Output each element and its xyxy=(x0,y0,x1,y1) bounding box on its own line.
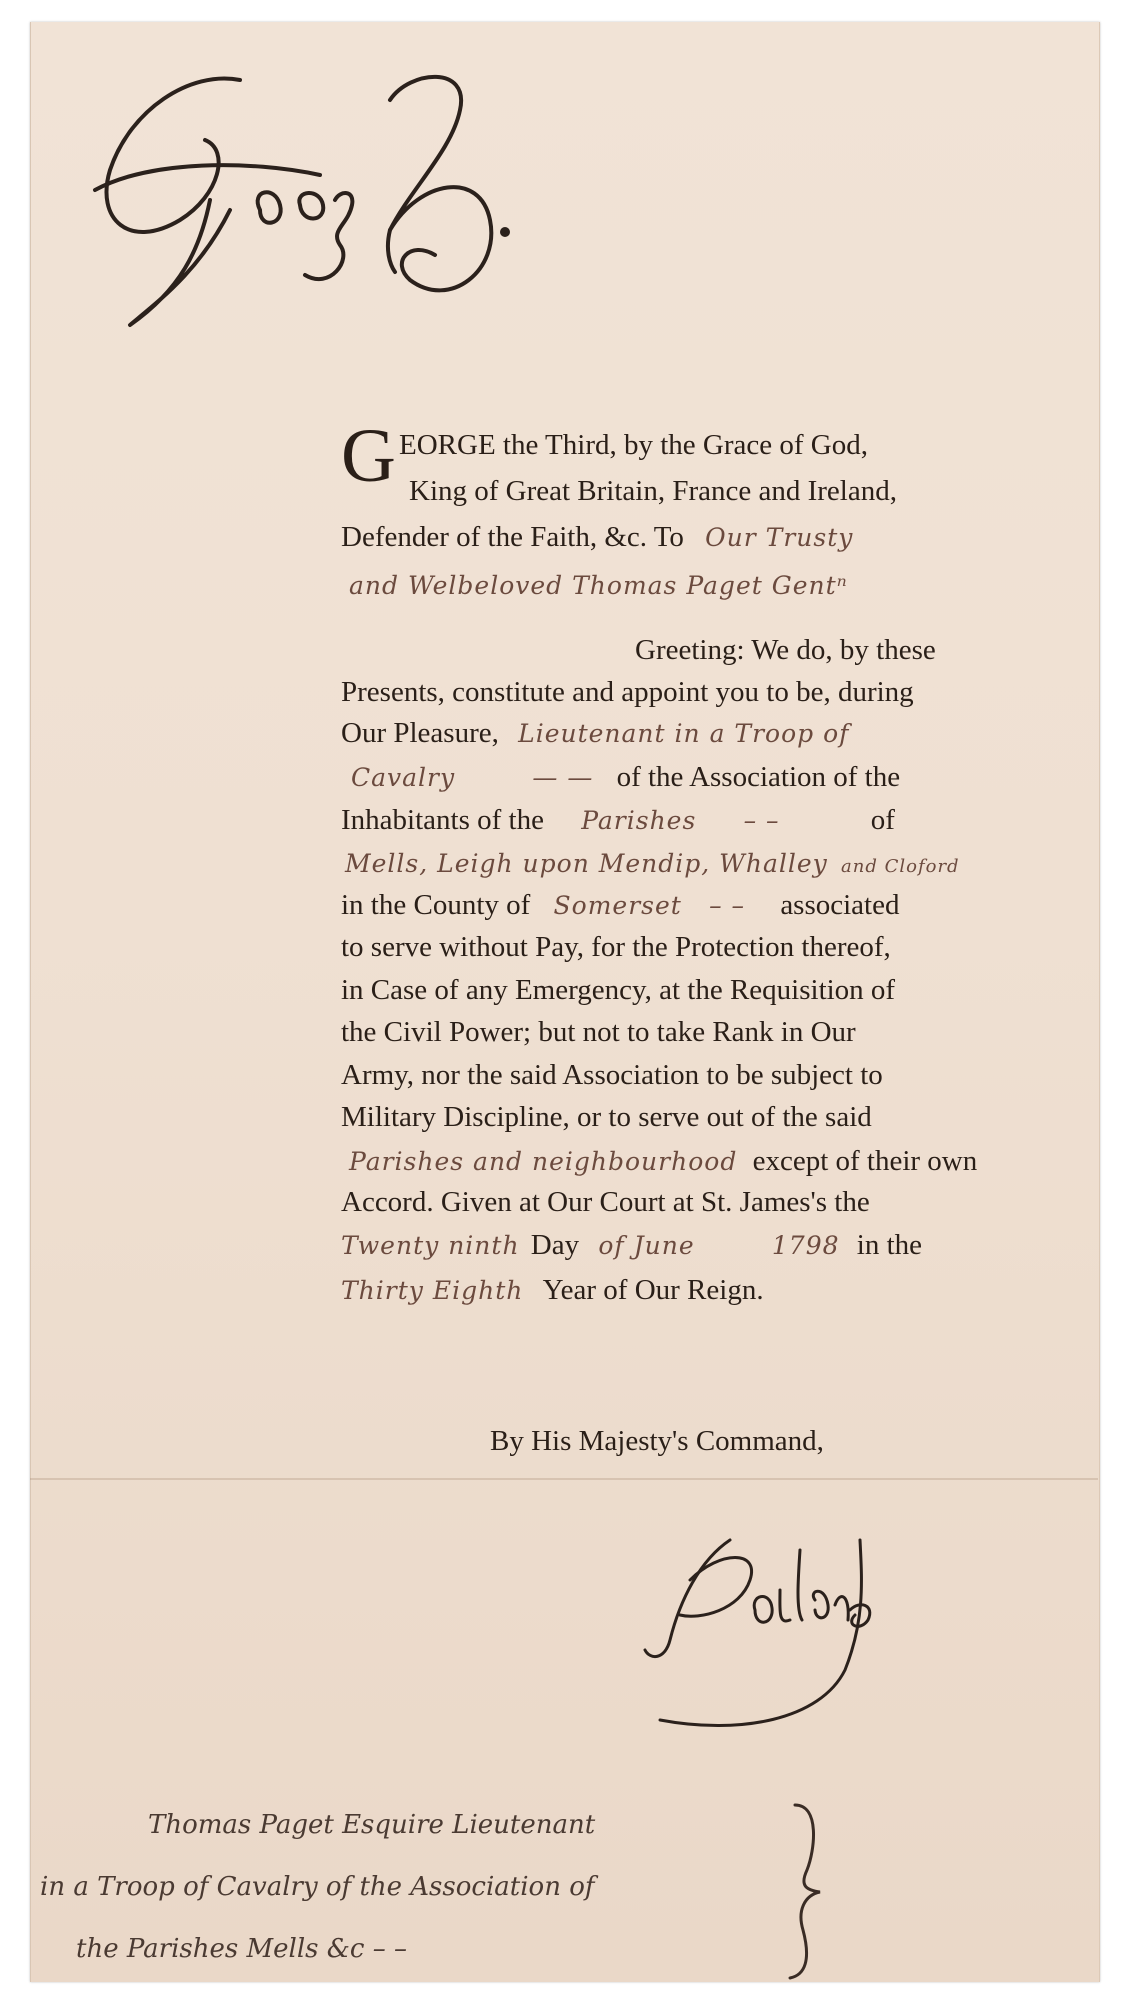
line-10-handwritten-small: and Cloford xyxy=(841,856,960,877)
paper-fold-line xyxy=(30,1478,1098,1480)
line-16: Military Discipline, or to serve out of the said xyxy=(341,1101,872,1133)
line-7-handwritten: Lieutenant in a Troop of xyxy=(518,719,850,748)
line-17-handwritten: Parishes and neighbourhood xyxy=(349,1147,738,1176)
line-19-handwritten-day: Twenty ninth xyxy=(341,1231,520,1260)
curly-brace xyxy=(785,1800,825,1980)
line-14: the Civil Power; but not to take Rank in Our xyxy=(341,1016,856,1048)
line-1: EORGE the Third, by the Grace of God, xyxy=(399,429,868,461)
line-20-printed: Year of Our Reign. xyxy=(542,1274,764,1306)
line-19-year: 1798 xyxy=(771,1231,840,1260)
line-7 xyxy=(341,713,849,754)
line-20-handwritten: Thirty Eighth xyxy=(341,1276,524,1305)
line-10-handwritten: Mells, Leigh upon Mendip, Whalley xyxy=(345,849,828,878)
majesty-command: By His Majesty's Command, xyxy=(490,1425,824,1457)
line-17 xyxy=(341,1141,977,1182)
docket-line-2: in a Troop of Cavalry of the Association of xyxy=(40,1872,595,1902)
line-5: Greeting: We do, by these xyxy=(635,634,936,666)
line-15: Army, nor the said Association to be subject to xyxy=(341,1059,883,1091)
line-18: Accord. Given at Our Court at St. James's the xyxy=(341,1186,870,1218)
line-8 xyxy=(341,757,900,798)
line-17-printed: except of their own xyxy=(752,1145,978,1177)
line-13: in Case of any Emergency, at the Requisition of xyxy=(341,974,896,1006)
line-11-end: associated xyxy=(780,889,900,921)
line-4-handwritten: and Welbeloved Thomas Paget Gentⁿ xyxy=(349,571,848,600)
line-11-handwritten: Somerset xyxy=(553,891,682,920)
line-3-handwritten: Our Trusty xyxy=(705,523,854,552)
line-8-handwritten: Cavalry xyxy=(351,763,456,792)
docket-line-3: the Parishes Mells &c – – xyxy=(76,1934,407,1964)
line-2: King of Great Britain, France and Ireland, xyxy=(409,475,897,507)
line-9-end: of xyxy=(870,804,895,836)
line-3 xyxy=(341,517,853,558)
line-19-printed-day: Day xyxy=(530,1229,580,1261)
line-7-printed: Our Pleasure, xyxy=(341,717,499,749)
line-12: to serve without Pay, for the Protection thereof, xyxy=(341,931,891,963)
line-9 xyxy=(341,800,895,841)
line-8-dash: — — xyxy=(532,763,594,792)
line-19-end: in the xyxy=(856,1229,923,1261)
line-3-printed: Defender of the Faith, &c. To xyxy=(341,521,684,553)
dropcap-letter: G xyxy=(341,414,396,498)
royal-signature xyxy=(90,50,610,350)
docket-line-1: Thomas Paget Esquire Lieutenant xyxy=(148,1810,596,1840)
line-11 xyxy=(341,885,899,926)
line-10 xyxy=(345,843,960,887)
line-6: Presents, constitute and appoint you to be, during xyxy=(341,676,914,708)
line-9-printed: Inhabitants of the xyxy=(341,804,544,836)
line-8-printed: of the Association of the xyxy=(616,761,901,793)
line-20 xyxy=(341,1270,764,1311)
line-11-dash: – – xyxy=(709,891,746,920)
portland-signature xyxy=(640,1520,890,1740)
line-11-printed: in the County of xyxy=(341,889,531,921)
line-19 xyxy=(341,1225,922,1266)
line-9-dash: – – xyxy=(743,806,780,835)
line-19-handwritten-month: of June xyxy=(598,1231,695,1260)
line-9-handwritten: Parishes xyxy=(581,806,697,835)
